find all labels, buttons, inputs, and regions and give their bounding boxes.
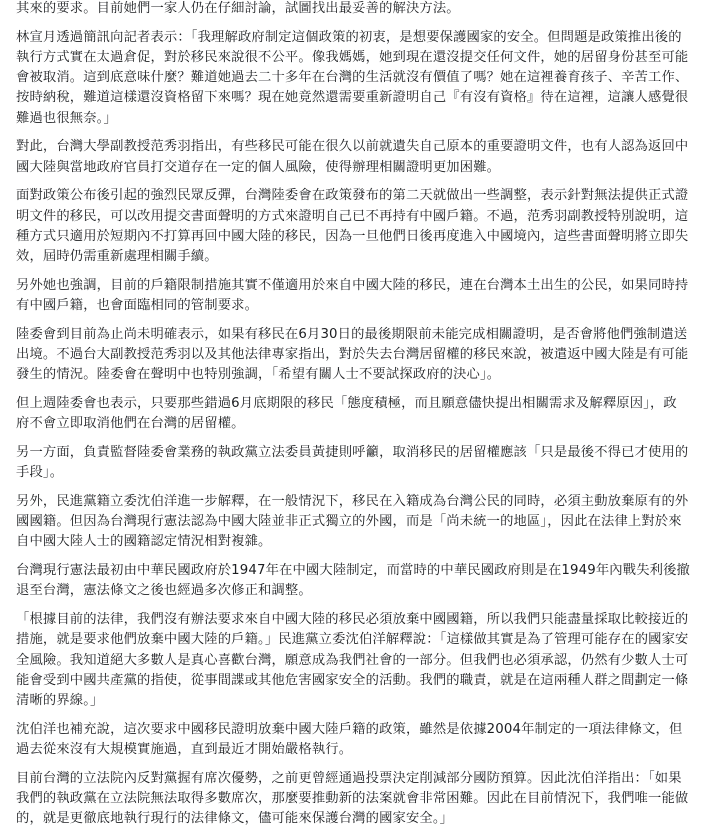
article-paragraph: 目前台灣的立法院內反對黨握有席次優勢，之前更曾經通過投票決定削減部分國防預算。因此沈伯洋指出：「如果我們的執政黨在立法院無法取得多數席次，那麼要推動新的法案就會非常困難。因此在目前情況下，我們唯一能做的，就是更徹底地執行現行的法律條文，儘可能來保護台灣的國家安全。」 bbox=[16, 770, 689, 827]
article-paragraph: 台灣現行憲法最初由中華民國政府於1947年在中國大陸制定，而當時的中華民國政府則是在1949年內戰失利後撤退至台灣，憲法條文之後也經過多次修正和調整。 bbox=[16, 563, 690, 599]
article-paragraph: 但上週陸委會也表示，只要那些錯過6月底期限的移民「態度積極，而且願意儘快提出相關需求及解釋原因」，政府不會立即取消他們在台灣的居留權。 bbox=[16, 396, 677, 432]
article-paragraph: 陸委會到目前為止尚未明確表示，如果有移民在6月30日的最後期限前未能完成相關證明，是否會將他們強制遣送出境。不過台大副教授范秀羽以及其他法律專家指出，對於失去台灣居留權的移民來說，被遣返中國大陸是有可能發生的情況。陸委會在聲明中也特別強調，「希望有關人士不要試探政府的決心」。 bbox=[16, 326, 689, 383]
article-paragraph: 林宣月透過簡訊向記者表示：「我理解政府制定這個政策的初衷，是想要保護國家的安全。但問題是政策推出後的執行方式實在太過倉促，對於移民來說很不公平。像我媽媽，她到現在還沒提交任何文件，她的居留身份甚至可能會被取消。這到底意味什麼？難道她過去二十多年在台灣的生活就沒有價值了嗎？她在這裡養育孩子、辛苦工作、按時納稅，難道這樣還沒資格留下來嗎？現在她竟然還需要重新證明自己『有沒有資格』待在這裡，這讓人感覺很難過也很無奈。」 bbox=[16, 29, 689, 126]
article-paragraph: 另外，民進黨籍立委沈伯洋進一步解釋，在一般情況下，移民在入籍成為台灣公民的同時，必須主動放棄原有的外國國籍。但因為台灣現行憲法認為中國大陸並非正式獨立的外國，而是「尚未統一的地區」，因此在法律上對於來自中國大陸人士的國籍認定情況相對複雜。 bbox=[16, 494, 689, 550]
article-paragraph: 沈伯洋也補充說，這次要求中國移民證明放棄中國大陸戶籍的政策，雖然是依據2004年制定的一項法律條文，但過去從來沒有大規模實施過，直到最近才開始嚴格執行。 bbox=[16, 721, 683, 758]
article-paragraph: 另一方面，負責監督陸委會業務的執政黨立法委員黃捷則呼籲，取消移民的居留權應該「只是最後不得已才使用的手段」。 bbox=[16, 445, 689, 481]
article-paragraph: 「根據目前的法律，我們沒有辦法要求來自中國大陸的移民必須放棄中國國籍，所以我們只能盡量採取比較接近的措施，就是要求他們放棄中國大陸的戶籍。」民進黨立委沈伯洋解釋說：「這樣做其實是為了管理可能存在的國家安全風險。我知道絕大多數人是真心喜歡台灣，願意成為我們社會的一部分。但我們也必須承認，仍然有少數人士可能會受到中國共產黨的指使，從事間諜或其他危害國家安全的活動。我們的職責，就是在這兩種人群之間劃定一條清晰的界線。」 bbox=[16, 612, 689, 709]
article-paragraph: 面對政策公布後引起的強烈民眾反彈，台灣陸委會在政策發布的第二天就做出一些調整，表示針對無法提供正式證明文件的移民，可以改用提交書面聲明的方式來證明自己已不再持有中國戶籍。不過，范秀羽副教授特別說明，這種方式只適用於短期內不打算再回中國大陸的移民，因為一旦他們日後再度進入中國境內，這些書面聲明將立即失效，屆時仍需重新處理相關手續。 bbox=[16, 188, 689, 265]
article-paragraph: 另外她也強調，目前的戶籍限制措施其實不僅適用於來自中國大陸的移民，連在台灣本土出生的公民，如果同時持有中國戶籍，也會面臨相同的管制要求。 bbox=[16, 277, 689, 314]
article-paragraph: 其來的要求。目前她們一家人仍在仔細討論，試圖找出最妥善的解決方法。 bbox=[16, 1, 460, 16]
article-paragraph: 對此，台灣大學副教授范秀羽指出，有些移民可能在很久以前就遺失自己原本的重要證明文件，也有人認為返回中國大陸與當地政府官員打交道存在一定的個人風險，使得辦理相關證明更加困難。 bbox=[16, 139, 689, 175]
